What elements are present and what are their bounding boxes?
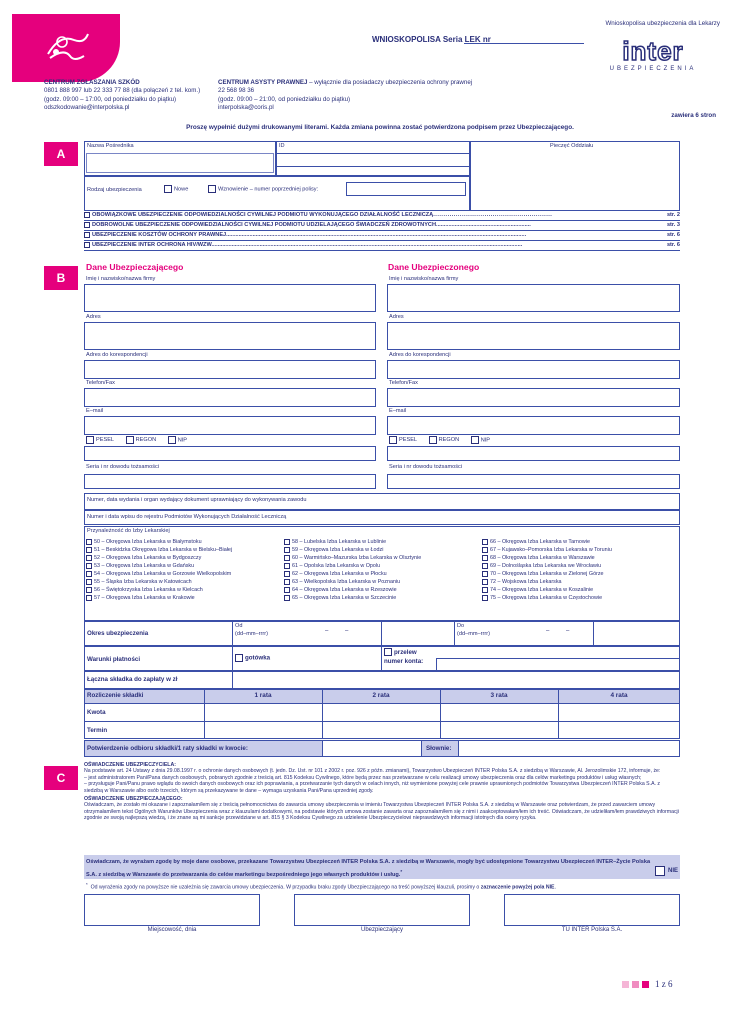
option-page: str. 3 (666, 222, 680, 228)
registry-label: Numer i data wpisu do rejestru Podmiotów Wykonujących Działalność Leczniczą (87, 514, 287, 520)
policy-number-line (464, 43, 584, 44)
sig1-label: Miejscowość, dnia (147, 927, 197, 933)
period-to-label: Do (457, 623, 465, 629)
pages-note: zawiera 6 stron (671, 112, 716, 119)
chamber-col-2 (284, 538, 480, 602)
chamber-option[interactable]: 72 – Wojskowa Izba Lekarska (482, 578, 678, 586)
right-address-label: Adres (389, 314, 404, 320)
contact-left-title: CENTRUM ZGŁASZANIA SZKÓD (44, 79, 140, 86)
left-address-input[interactable] (84, 322, 376, 350)
chamber-option[interactable]: 55 – Śląska Izba Lekarska w Katowicach (86, 578, 282, 586)
inst-4-label: 4 rata (610, 692, 628, 699)
option-label: DOBROWOLNE UBEZPIECZENIE ODPOWIEDZIALNOŚCI CYWILNEJ PODMIOTU UDZIELAJĄCEGO ŚWIADCZEŃ ZDROWOTNYCH (92, 222, 437, 228)
chamber-option[interactable]: 65 – Okręgowa Izba Lekarska w Szczecinie (284, 594, 480, 602)
left-id-number-input[interactable] (84, 446, 376, 461)
option-label: UBEZPIECZENIE INTER OCHRONA HIV/WZW (92, 242, 212, 248)
contact-right-line2: (godz. 09:00 – 21:00, od poniedziałku do piątku) (218, 95, 351, 103)
signature-place-date[interactable] (84, 894, 260, 926)
chamber-option[interactable]: 75 – Okręgowa Izba Lekarska w Częstochowie (482, 594, 678, 602)
consent-text (86, 857, 654, 880)
chamber-option[interactable]: 56 – Świętokrzyska Izba Lekarska w Kielcach (86, 586, 282, 594)
footnote-end: . (554, 884, 556, 891)
sig3-label: TU INTER Polska S.A. (561, 927, 623, 933)
signature-insurer[interactable] (504, 894, 680, 926)
chamber-option[interactable]: 58 – Lubelska Izba Lekarska w Lublinie (284, 538, 480, 546)
chamber-option[interactable]: 74 – Okręgowa Izba Lekarska w Koszalinie (482, 586, 678, 594)
inter-logo-text: inter (622, 35, 684, 66)
decl1-text: Na podstawie art. 24 Ustawy z dnia 29.08.1997 r. o ochronie danych osobowych (t. jedn. Dz. Ust. nr 101 z 2002 r. poz. 926 z późn. zmianami), Towarzystwo Ubezpieczeń INTER Polska S.A. z siedzibą w Warszawie, Al. Jerozolimskie 172, informuje, że: (84, 768, 661, 775)
chamber-option[interactable]: 66 – Okręgowa Izba Lekarska w Tarnowie (482, 538, 678, 546)
id-label: ID (279, 143, 285, 149)
chamber-option[interactable]: 50 – Okręgowa Izba Lekarska w Białymstoku (86, 538, 282, 546)
option-page: str. 6 (666, 242, 680, 248)
period-to-separators: – – (546, 628, 570, 634)
right-id-doc-input[interactable] (387, 474, 680, 489)
chamber-option[interactable]: 70 – Okręgowa Izba Lekarska w Zielonej Górze (482, 570, 678, 578)
insured-title: Dane Ubezpieczonego (388, 262, 480, 272)
option-page: str. 2 (666, 212, 680, 218)
branch-stamp-field[interactable] (470, 141, 680, 211)
option-page: str. 6 (666, 232, 680, 238)
agent-name-label: Nazwa Pośrednika (87, 143, 134, 149)
left-phone-input[interactable] (84, 388, 376, 407)
right-email-label: E–mail (389, 408, 407, 414)
page-dot (622, 981, 629, 988)
agent-name-input[interactable] (86, 153, 274, 173)
left-id-doc-label: Seria i nr dowodu tożsamości (86, 464, 160, 470)
option-checkbox[interactable] (84, 242, 90, 248)
chamber-col-1 (86, 538, 282, 602)
period-from-label: Od (235, 623, 243, 629)
sig2-label: Ubezpieczający (360, 927, 404, 933)
permit-label: Numer, data wydania i organ wydający dokument uprawniający do wykonywania zawodu (87, 497, 307, 503)
chamber-col-3 (482, 538, 678, 602)
footnote-mark: * (86, 882, 88, 887)
chamber-label: Przynależność do Izby Lekarskiej (87, 528, 170, 534)
renewal-checkbox-row[interactable] (208, 185, 318, 193)
inst-3-label: 3 rata (490, 692, 508, 699)
option-checkbox[interactable] (84, 232, 90, 238)
consent-mark: * (400, 869, 403, 874)
left-email-input[interactable] (84, 416, 376, 435)
option-label: UBEZPIECZENIE KOSZTÓW OCHRONY PRAWNEJ (92, 232, 227, 238)
new-label: Nowe (174, 186, 189, 193)
new-checkbox[interactable] (164, 185, 172, 193)
decl2-title: OŚWIADCZENIE UBEZPIECZAJĄCEGO: (84, 796, 183, 803)
page-dot (642, 981, 649, 988)
account-number-input[interactable] (436, 658, 680, 671)
previous-policy-input[interactable] (346, 182, 466, 196)
new-checkbox-row[interactable] (164, 185, 188, 193)
chamber-option[interactable]: 64 – Okręgowa Izba Lekarska w Rzeszowie (284, 586, 480, 594)
transfer-checkbox[interactable] (384, 648, 392, 656)
total-label: Łączna składka do zapłaty w zł (87, 676, 178, 683)
chamber-option[interactable]: 52 – Okręgowa Izba Lekarska w Bydgoszczy (86, 554, 282, 562)
right-id-number-input[interactable] (387, 446, 680, 461)
left-phone-label: Telefon/Fax (86, 380, 115, 386)
contact-left (44, 79, 234, 113)
left-nip-checkbox[interactable] (168, 436, 176, 444)
payment-transfer-option[interactable] (384, 648, 423, 666)
decl2-text: Oświadczam, że zostało mi okazane i zapoznałam/łem się z treścią pełnomocnictwa do zawarcia umowy ubezpieczenia w imieniu Towarzystwa Ubezpieczeń INTER Polska S.A. z siedzibą w Warszawie oraz potwierdzam, że przed zawarciem umowy otrzymałam/łem tekst Ogólnych Warunków Ubezpieczenia wraz z klauzulami dodatkowymi, na podstawie których umowa zostanie zawarta oraz zapoznałam/łem się z nimi i zaakceptowałam/łem ich treść. Oświadczam, że udzieliłam/łem prawdziwych informacji zgodnie ze swoją najlepszą wiedzą, i że znane są mi sankcje przewidziane w art. 815 § 3 Kodeksu Cywilnego za udzielenie Ubezpieczycielowi nieprawdziwych informacji istotnych dla oceny ryzyka. (84, 802, 679, 822)
option-row[interactable]: UBEZPIECZENIE KOSZTÓW OCHRONY PRAWNEJ................................................................................................................................................................................................. str. 6 (84, 231, 680, 241)
inter-logo (590, 37, 716, 65)
option-row[interactable]: DOBROWOLNE UBEZPIECZENIE ODPOWIEDZIALNOŚCI CYWILNEJ PODMIOTU UDZIELAJĄCEGO ŚWIADCZEŃ ZDROWOTNYCH............................................................. str. 3 (84, 221, 680, 231)
caduceus-icon (40, 26, 92, 66)
instruction: Proszę wypełnić dużymi drukowanymi literami. Każda zmiana powinna zostać potwierdzona podpisem przez Ubezpieczającego. (186, 124, 574, 131)
left-id-type-row (86, 436, 187, 444)
confirm-amount-input[interactable] (322, 740, 422, 757)
left-pesel-checkbox[interactable] (86, 436, 94, 444)
left-nip-label: NIP (177, 437, 188, 444)
contact-right-suffix: – wyłącznie dla posiadaczy ubezpieczenia ochrony prawnej (307, 79, 473, 86)
total-input[interactable] (232, 671, 680, 689)
inst-2-label: 2 rata (372, 692, 390, 699)
right-nip-label: NIP (480, 437, 491, 444)
footnote-text: Od wyrażenia zgody na powyższe nie uzależnia się zawarcia umowy ubezpieczenia. W przypadku braku zgody Ubezpieczającego na treść powyższej klauzuli, prosimy o (90, 884, 480, 891)
left-corr-label: Adres do korespondencji (86, 352, 148, 358)
transfer-label: przelew (394, 649, 417, 656)
section-c-tag: C (44, 766, 78, 790)
payment-cash-option[interactable] (235, 654, 270, 662)
right-email-input[interactable] (387, 416, 680, 435)
left-name-input[interactable] (84, 284, 376, 312)
chamber-option[interactable]: 57 – Okręgowa Izba Lekarska w Krakowie (86, 594, 282, 602)
option-checkbox[interactable] (84, 212, 90, 218)
footnote (86, 882, 680, 891)
inst-1-label: 1 rata (254, 692, 272, 699)
footnote-bold: zaznaczenie powyżej pola NIE (480, 884, 555, 891)
right-phone-input[interactable] (387, 388, 680, 407)
branch-stamp-label: Pieczęć Oddziału (550, 143, 594, 149)
chamber-option[interactable]: 62 – Okręgowa Izba Lekarska w Płocku (284, 570, 480, 578)
policyholder-title: Dane Ubezpieczającego (86, 262, 184, 272)
signature-policyholder[interactable] (294, 894, 470, 926)
decl1-title: OŚWIADCZENIE UBEZPIECZYCIELA: (84, 762, 176, 768)
insurance-options (84, 211, 680, 251)
contact-right-line3: interpolska@coris.pl (218, 104, 274, 112)
decl1-bullet1: – jest administratorem Pani/Pana danych osobowych, pobranych zgodnie z treścią art. 815 Kodeksu Cywilnego, które będą przez nas przetwarzane w celu realizacji umowy ubezpieczenia oraz dla celów marketingu produktów i usług własnych; (84, 774, 642, 781)
chamber-option[interactable]: 68 – Okręgowa Izba Lekarska w Warszawie (482, 554, 678, 562)
right-name-input[interactable] (387, 284, 680, 312)
renewal-label: Wznowienie – numer poprzedniej polisy: (218, 186, 319, 193)
nie-label: NIE (668, 868, 679, 874)
cash-checkbox[interactable] (235, 654, 243, 662)
contact-left-line3: odszkodowanie@interpolska.pl (44, 104, 130, 112)
page-number: 1 z 6 (655, 979, 673, 989)
right-corr-input[interactable] (387, 360, 680, 379)
cash-label: gotówka (245, 654, 271, 662)
chamber-option[interactable]: 63 – Wielkopolska Izba Lekarska w Poznaniu (284, 578, 480, 586)
inst-col-sep (322, 689, 323, 739)
right-pesel-checkbox[interactable] (389, 436, 397, 444)
nie-checkbox[interactable] (655, 866, 665, 876)
chamber-option[interactable]: 53 – Okręgowa Izba Lekarska w Gdańsku (86, 562, 282, 570)
period-label: Okres ubezpieczenia (87, 630, 149, 637)
chamber-option[interactable]: 54 – Okręgowa Izba Lekarska w Gorzowie Wielkopolskim (86, 570, 282, 578)
option-label: OBOWIĄZKOWE UBEZPIECZENIE ODPOWIEDZIALNOŚCI CYWILNEJ PODMIOTU WYKONUJĄCEGO DZIAŁALNOŚĆ LECZNICZĄ (92, 212, 434, 218)
option-row[interactable]: OBOWIĄZKOWE UBEZPIECZENIE ODPOWIEDZIALNOŚCI CYWILNEJ PODMIOTU WYKONUJĄCEGO DZIAŁALNOŚĆ LECZNICZĄ.......................................................... str. 2 (84, 211, 680, 221)
page-dot (632, 981, 639, 988)
right-name-label: Imię i nazwisko/nazwa firmy (389, 276, 459, 282)
inst-col-sep (204, 689, 205, 739)
id-digits-box (276, 153, 470, 167)
chamber-option[interactable]: 60 – Warmińsko–Mazurska Izba Lekarska w Olsztynie (284, 554, 480, 562)
inter-logo-sub: UBEZPIECZENIA (609, 66, 697, 72)
consent-text-body: Oświadczam, że wyrażam zgodę by moje dane osobowe, przekazane Towarzystwu Ubezpieczeń INTER Polska S.A. z siedzibą w Warszawie, mogły być udostępnione Towarzystwu Ubezpieczeń INTER–Życie Polska S.A. z siedzibą w Warszawie do przetwarzania do celów marketingu bezpośredniego jego własnych produktów i usług. (86, 859, 651, 878)
right-id-doc-label: Seria i nr dowodu tożsamości (389, 464, 463, 470)
chamber-option[interactable]: 61 – Opolska Izba Lekarska w Opolu (284, 562, 480, 570)
period-from-format: (dd–mm–rrrr) (235, 631, 268, 637)
renewal-checkbox[interactable] (208, 185, 216, 193)
contact-left-line1: 0801 888 997 lub 22 333 77 88 (dla połączeń z tel. kom.) (44, 87, 201, 95)
contact-left-line2: (godz. 09:00 – 17:00, od poniedziałku do piątku) (44, 95, 177, 103)
period-to-format: (dd–mm–rrrr) (457, 631, 490, 637)
left-name-label: Imię i nazwisko/nazwa firmy (86, 276, 156, 282)
section-a-tag: A (44, 142, 78, 166)
right-regon-checkbox[interactable] (429, 436, 437, 444)
words-input[interactable] (458, 740, 680, 757)
header-top-right: Wnioskopolisa ubezpieczenia dla Lekarzy (605, 20, 720, 27)
confirm-label: Potwierdzenie odbioru składki/1 raty składki w kwocie: (87, 745, 248, 752)
declarations (84, 762, 680, 822)
chamber-option[interactable]: 59 – Okręgowa Izba Lekarska w Łodzi (284, 546, 480, 554)
left-corr-input[interactable] (84, 360, 376, 379)
left-regon-checkbox[interactable] (126, 436, 134, 444)
term-label: Termin (87, 727, 108, 734)
amount-row-line (84, 721, 680, 722)
chamber-option[interactable]: 51 – Beskidzka Okręgowa Izba Lekarska w Bielsku–Białej (86, 546, 282, 554)
period-from-separators: – – (325, 628, 349, 634)
inst-col-sep (440, 689, 441, 739)
left-id-doc-input[interactable] (84, 474, 376, 489)
right-address-input[interactable] (387, 322, 680, 350)
right-corr-label: Adres do korespondencji (389, 352, 451, 358)
account-label: numer konta: (384, 658, 424, 665)
payment-terms-label: Warunki płatności (87, 656, 141, 663)
option-row[interactable]: UBEZPIECZENIE INTER OCHRONA HIV/WZW........................................................................................................................................................................................................ str. 6 (84, 241, 680, 251)
chamber-option[interactable]: 67 – Kujawsko–Pomorska Izba Lekarska w Toruniu (482, 546, 678, 554)
left-pesel-label: PESEL (96, 437, 115, 444)
left-regon-label: REGON (135, 437, 157, 444)
right-regon-label: REGON (438, 437, 460, 444)
page-indicator (622, 979, 673, 989)
contact-right-line1: 22 568 98 36 (218, 87, 255, 95)
option-checkbox[interactable] (84, 222, 90, 228)
contact-right (218, 79, 538, 113)
words-label: Słownie: (426, 745, 452, 752)
left-address-label: Adres (86, 314, 101, 320)
form-title: WNIOSKOPOLISA Seria LEK nr (372, 35, 491, 44)
section-b-tag: B (44, 266, 78, 290)
installments-label: Rozliczenie składki (87, 692, 144, 699)
right-nip-checkbox[interactable] (471, 436, 479, 444)
insurance-type-label: Rodzaj ubezpieczenia (87, 187, 142, 193)
right-pesel-label: PESEL (399, 437, 418, 444)
right-id-type-row (389, 436, 490, 444)
amount-label: Kwota (87, 709, 106, 716)
right-phone-label: Telefon/Fax (389, 380, 418, 386)
left-email-label: E–mail (86, 408, 104, 414)
contact-right-title: CENTRUM ASYSTY PRAWNEJ (218, 79, 308, 86)
inst-col-sep (558, 689, 559, 739)
decl1-bullet2: – przysługuje Pani/Panu prawo wglądu do swoich danych osobowych oraz ich poprawiania, a przetwarzanie tych danych w celach innych, niż wymienione powyżej cele prawnie uprawnionych podmiotów Towarzystwa Ubezpieczeń INTER Polska S.A. z siedzibą w Warszawie albo osób trzecich, którym są przekazywane te dane – wymaga uzyskania Pani/Pana uprzedniej zgody. (84, 781, 661, 794)
chamber-option[interactable]: 69 – Dolnośląska Izba Lekarska we Wrocławiu (482, 562, 678, 570)
